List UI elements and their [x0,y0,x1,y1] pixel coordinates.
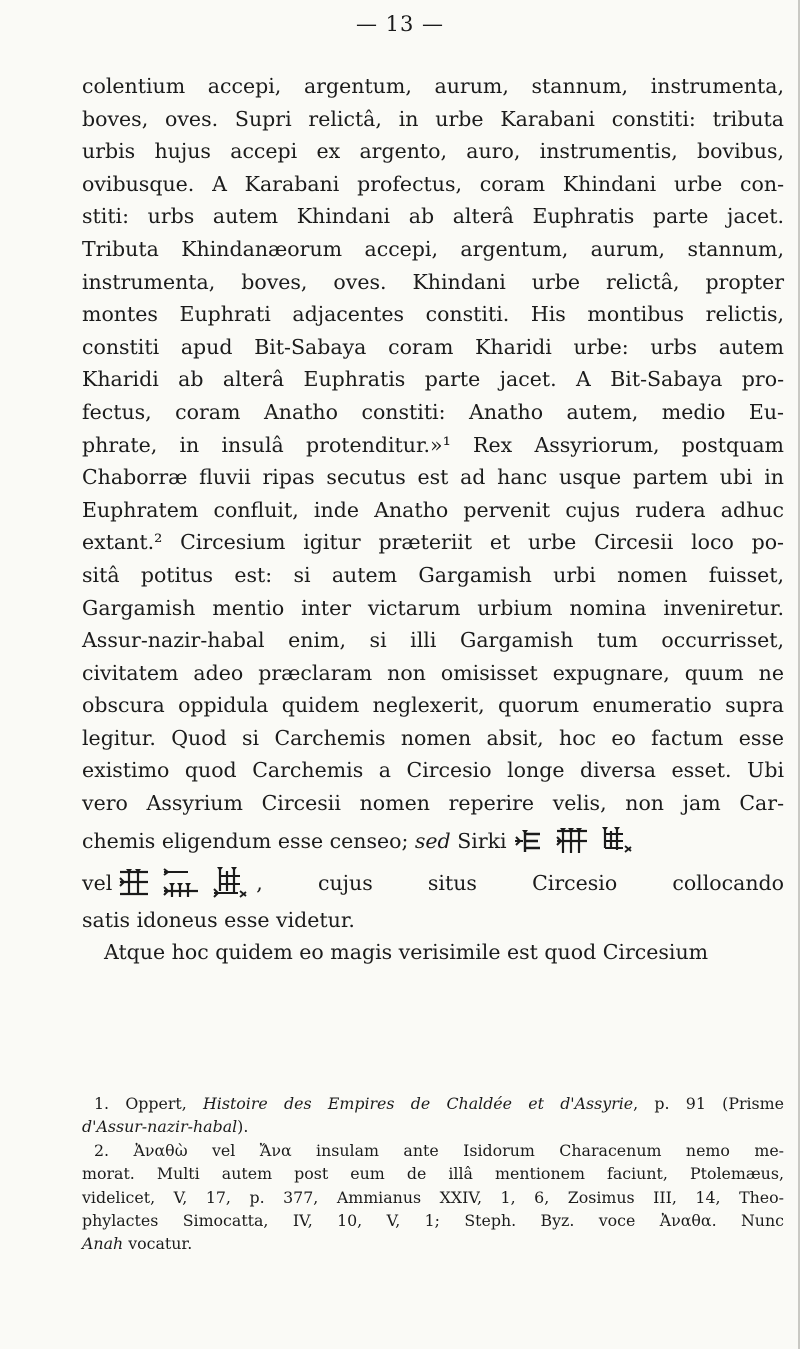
text-segment: , cujus situs Circesio collocando [256,870,784,895]
text-line: Tributa Khindanæorum accepi, argentum, aurum, stannum, [82,236,784,261]
cuneiform-sign-si-variant-icon [118,868,150,898]
text-line: Chaborræ fluvii ripas secutus est ad hanc usque partem ubi in [82,465,784,490]
text-line: extant.² Circesium igitur præteriit et urbe Circesii loco po- [82,530,784,555]
text-line: Euphratem confluit, inde Anatho pervenit cujus rudera adhuc [82,497,784,522]
footnote-2-end: Anah vocatur. [82,1234,193,1254]
cuneiform-line-alternative [82,862,784,904]
text-line: colentium accepi, argentum, aurum, stannum, instrumenta, [82,74,784,98]
italic-word: sed [414,828,451,853]
footnotes [82,1092,784,1256]
cuneiform-sign-ki-variant-icon [212,867,250,899]
text-line: urbis hujus accepi ex argento, auro, instrumentis, bovibus, [82,139,784,164]
text-line: civitatem adeo præclaram non omisisset expugnare, quum ne [82,660,784,685]
text-line: existimo quod Carchemis a Circesio longe diversa esset. Ubi [82,758,784,783]
closing-line: Atque hoc quidem eo magis verisimile est quod Circesium [104,940,709,965]
text-line: Kharidi ab alterâ Euphratis parte jacet. A Bit-Sabaya pro- [82,367,784,392]
cuneiform-sign-si-icon [513,828,543,854]
text-segment: Sirki [457,828,507,853]
text-line: fectus, coram Anatho constiti: Anatho autem, medio Eu- [82,399,784,424]
main-text-block [82,70,784,969]
text-line: satis idoneus esse videtur. [82,907,355,932]
text-segment: vel [82,870,113,895]
text-line: legitur. Quod si Carchemis nomen absit, hoc eo factum esse [82,725,784,750]
footnote-2 [82,1139,784,1233]
footnote-1: 1. Oppert, Histoire des Empires de Chaldée et d'Assyrie, p. 91 (Prisme [94,1094,784,1113]
footnote-1-continuation: d'Assur-nazir-habal). [82,1117,249,1137]
body-paragraph [82,70,784,820]
text-line: boves, oves. Supri relictâ, in urbe Karabani constiti: tributa [82,106,784,131]
text-line: constiti apud Bit-Sabaya coram Kharidi urbe: urbs autem [82,334,784,359]
cuneiform-line-sirki [82,820,784,862]
text-line: Assur-nazir-habal enim, si illi Gargamish tum occurrisset, [82,628,784,653]
text-line: stiti: urbs autem Khindani ab alterâ Euphratis parte jacet. [82,204,784,229]
cuneiform-sign-ir-icon [555,827,589,855]
footnote-line: 2. Ἀναθὼ vel Ἄνα insulam ante Isidorum Characenum nemo me- [94,1140,784,1160]
footnote-line: morat. Multi autem post eum de illâ mentionem faciunt, Ptolemæus, [82,1164,784,1184]
cuneiform-sign-ir-variant-icon [162,867,200,899]
footnote-line: videlicet, V, 17, p. 377, Ammianus XXIV, 1, 6, Zosimus III, 14, Theo- [82,1187,784,1207]
text-line: sitâ potitus est: si autem Gargamish urbi nomen fuisset, [82,562,784,587]
cuneiform-sign-ki-icon [601,826,635,856]
text-line: instrumenta, boves, oves. Khindani urbe relictâ, propter [82,269,784,294]
text-line: phrate, in insulâ protenditur.»¹ Rex Assyriorum, postquam [82,432,784,457]
text-line: Gargamish mentio inter victarum urbium nomina inveniretur. [82,595,784,620]
text-line: montes Euphrati adjacentes constiti. His montibus relictis, [82,302,784,327]
text-segment: chemis eligendum esse censeo; [82,828,409,853]
body-paragraph-end [82,904,784,937]
text-line: obscura oppidula quidem neglexerit, quorum enumeratio supra [82,693,784,718]
footnote-line: phylactes Simocatta, IV, 10, V, 1; Steph. Byz. voce Ἀναθα. Nunc [82,1210,784,1230]
text-line: vero Assyrium Circesii nomen reperire velis, non jam Car- [82,791,784,816]
page-number: — 13 — [355,12,445,36]
text-line: ovibusque. A Karabani profectus, coram Khindani urbe con- [82,171,784,196]
